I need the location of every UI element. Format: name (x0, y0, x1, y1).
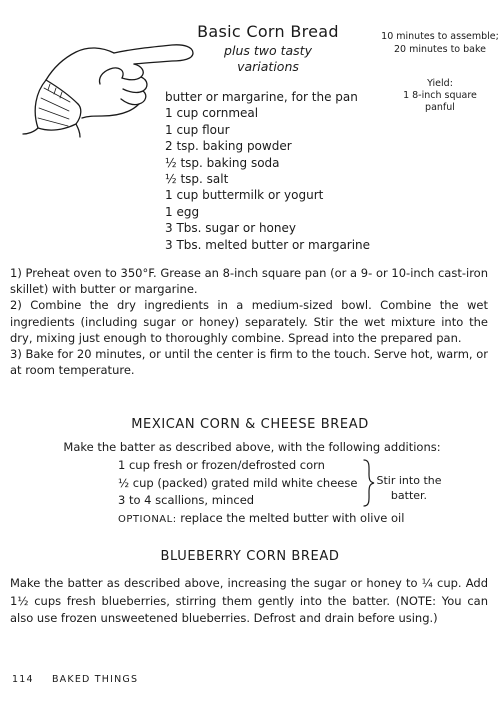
section-name: BAKED THINGS (51, 674, 139, 685)
direction-step: 3) Bake for 20 minutes, or until the center is firm to the touch. Serve hot, warm, or at room temperature. (10, 347, 488, 378)
ingredient-item: 3 Tbs. sugar or honey (165, 221, 296, 236)
yield-line1: 1 8-inch square (403, 90, 477, 101)
addition-item: 1 cup fresh or frozen/defrosted corn (118, 458, 325, 472)
ingredient-item: ½ tsp. salt (165, 172, 229, 187)
stir-line2: batter. (390, 489, 428, 502)
mexican-section-title: MEXICAN CORN & CHEESE BREAD (131, 417, 369, 432)
timing-note (380, 30, 500, 56)
ingredient-item: butter or margarine, for the pan (165, 90, 358, 104)
direction-step: 1) Preheat oven to 350°F. Grease an 8-inch square pan (or a 9- or 10-inch cast-iron skillet) with butter or margarine. (10, 266, 488, 297)
addition-item: ½ cup (packed) grated mild white cheese (118, 475, 358, 490)
ingredient-item: ½ tsp. baking soda (165, 155, 280, 170)
timing-line1: 10 minutes to assemble; (381, 31, 499, 42)
yield-line2: panful (425, 102, 455, 113)
recipe-subtitle-line2: variations (237, 59, 299, 74)
mexican-intro: Make the batter as described above, with the following additions: (63, 440, 441, 454)
ingredient-item: 1 cup buttermilk or yogurt (165, 188, 324, 203)
ingredients-list (165, 89, 370, 253)
ingredient-item: 3 Tbs. melted butter or margarine (165, 237, 371, 252)
optional-label: OPTIONAL: (118, 514, 177, 525)
optional-text: replace the melted butter with olive oil (180, 511, 405, 525)
recipe-title: Basic Corn Bread (197, 22, 339, 41)
mexican-additions-list (118, 457, 357, 510)
stir-note (376, 473, 442, 503)
optional-note (118, 511, 404, 525)
ingredient-item: 1 egg (165, 204, 200, 219)
right-brace-icon (362, 459, 376, 507)
ingredient-item: 1 cup cornmeal (165, 106, 259, 121)
ingredient-item: 2 tsp. baking powder (165, 139, 292, 154)
page-footer (12, 674, 138, 685)
blueberry-section-title: BLUEBERRY CORN BREAD (160, 549, 340, 564)
directions (10, 265, 488, 378)
ingredient-item: 1 cup flour (165, 122, 230, 137)
recipe-subtitle-line1: plus two tasty (224, 43, 312, 58)
stir-line1: Stir into the (376, 474, 442, 487)
yield-note (380, 78, 500, 114)
timing-line2: 20 minutes to bake (394, 44, 486, 55)
addition-item: 3 to 4 scallions, minced (118, 493, 255, 507)
yield-label: Yield: (427, 78, 453, 89)
blueberry-text: Make the batter as described above, increasing the sugar or honey to ¼ cup. Add 1½ cups fresh blueberries, stirring them gently into the batter. (NOTE: You can also use frozen unsweetened blueberries. Defrost and drain before using.) (10, 576, 488, 625)
direction-step: 2) Combine the dry ingredients in a medium-sized bowl. Combine the wet ingredients (including sugar or honey) separately. Stir the wet mixture into the dry, mixing just enough to thoroughly combine. Spread into the prepared pan. (10, 298, 488, 345)
page-number: 114 (12, 674, 34, 685)
